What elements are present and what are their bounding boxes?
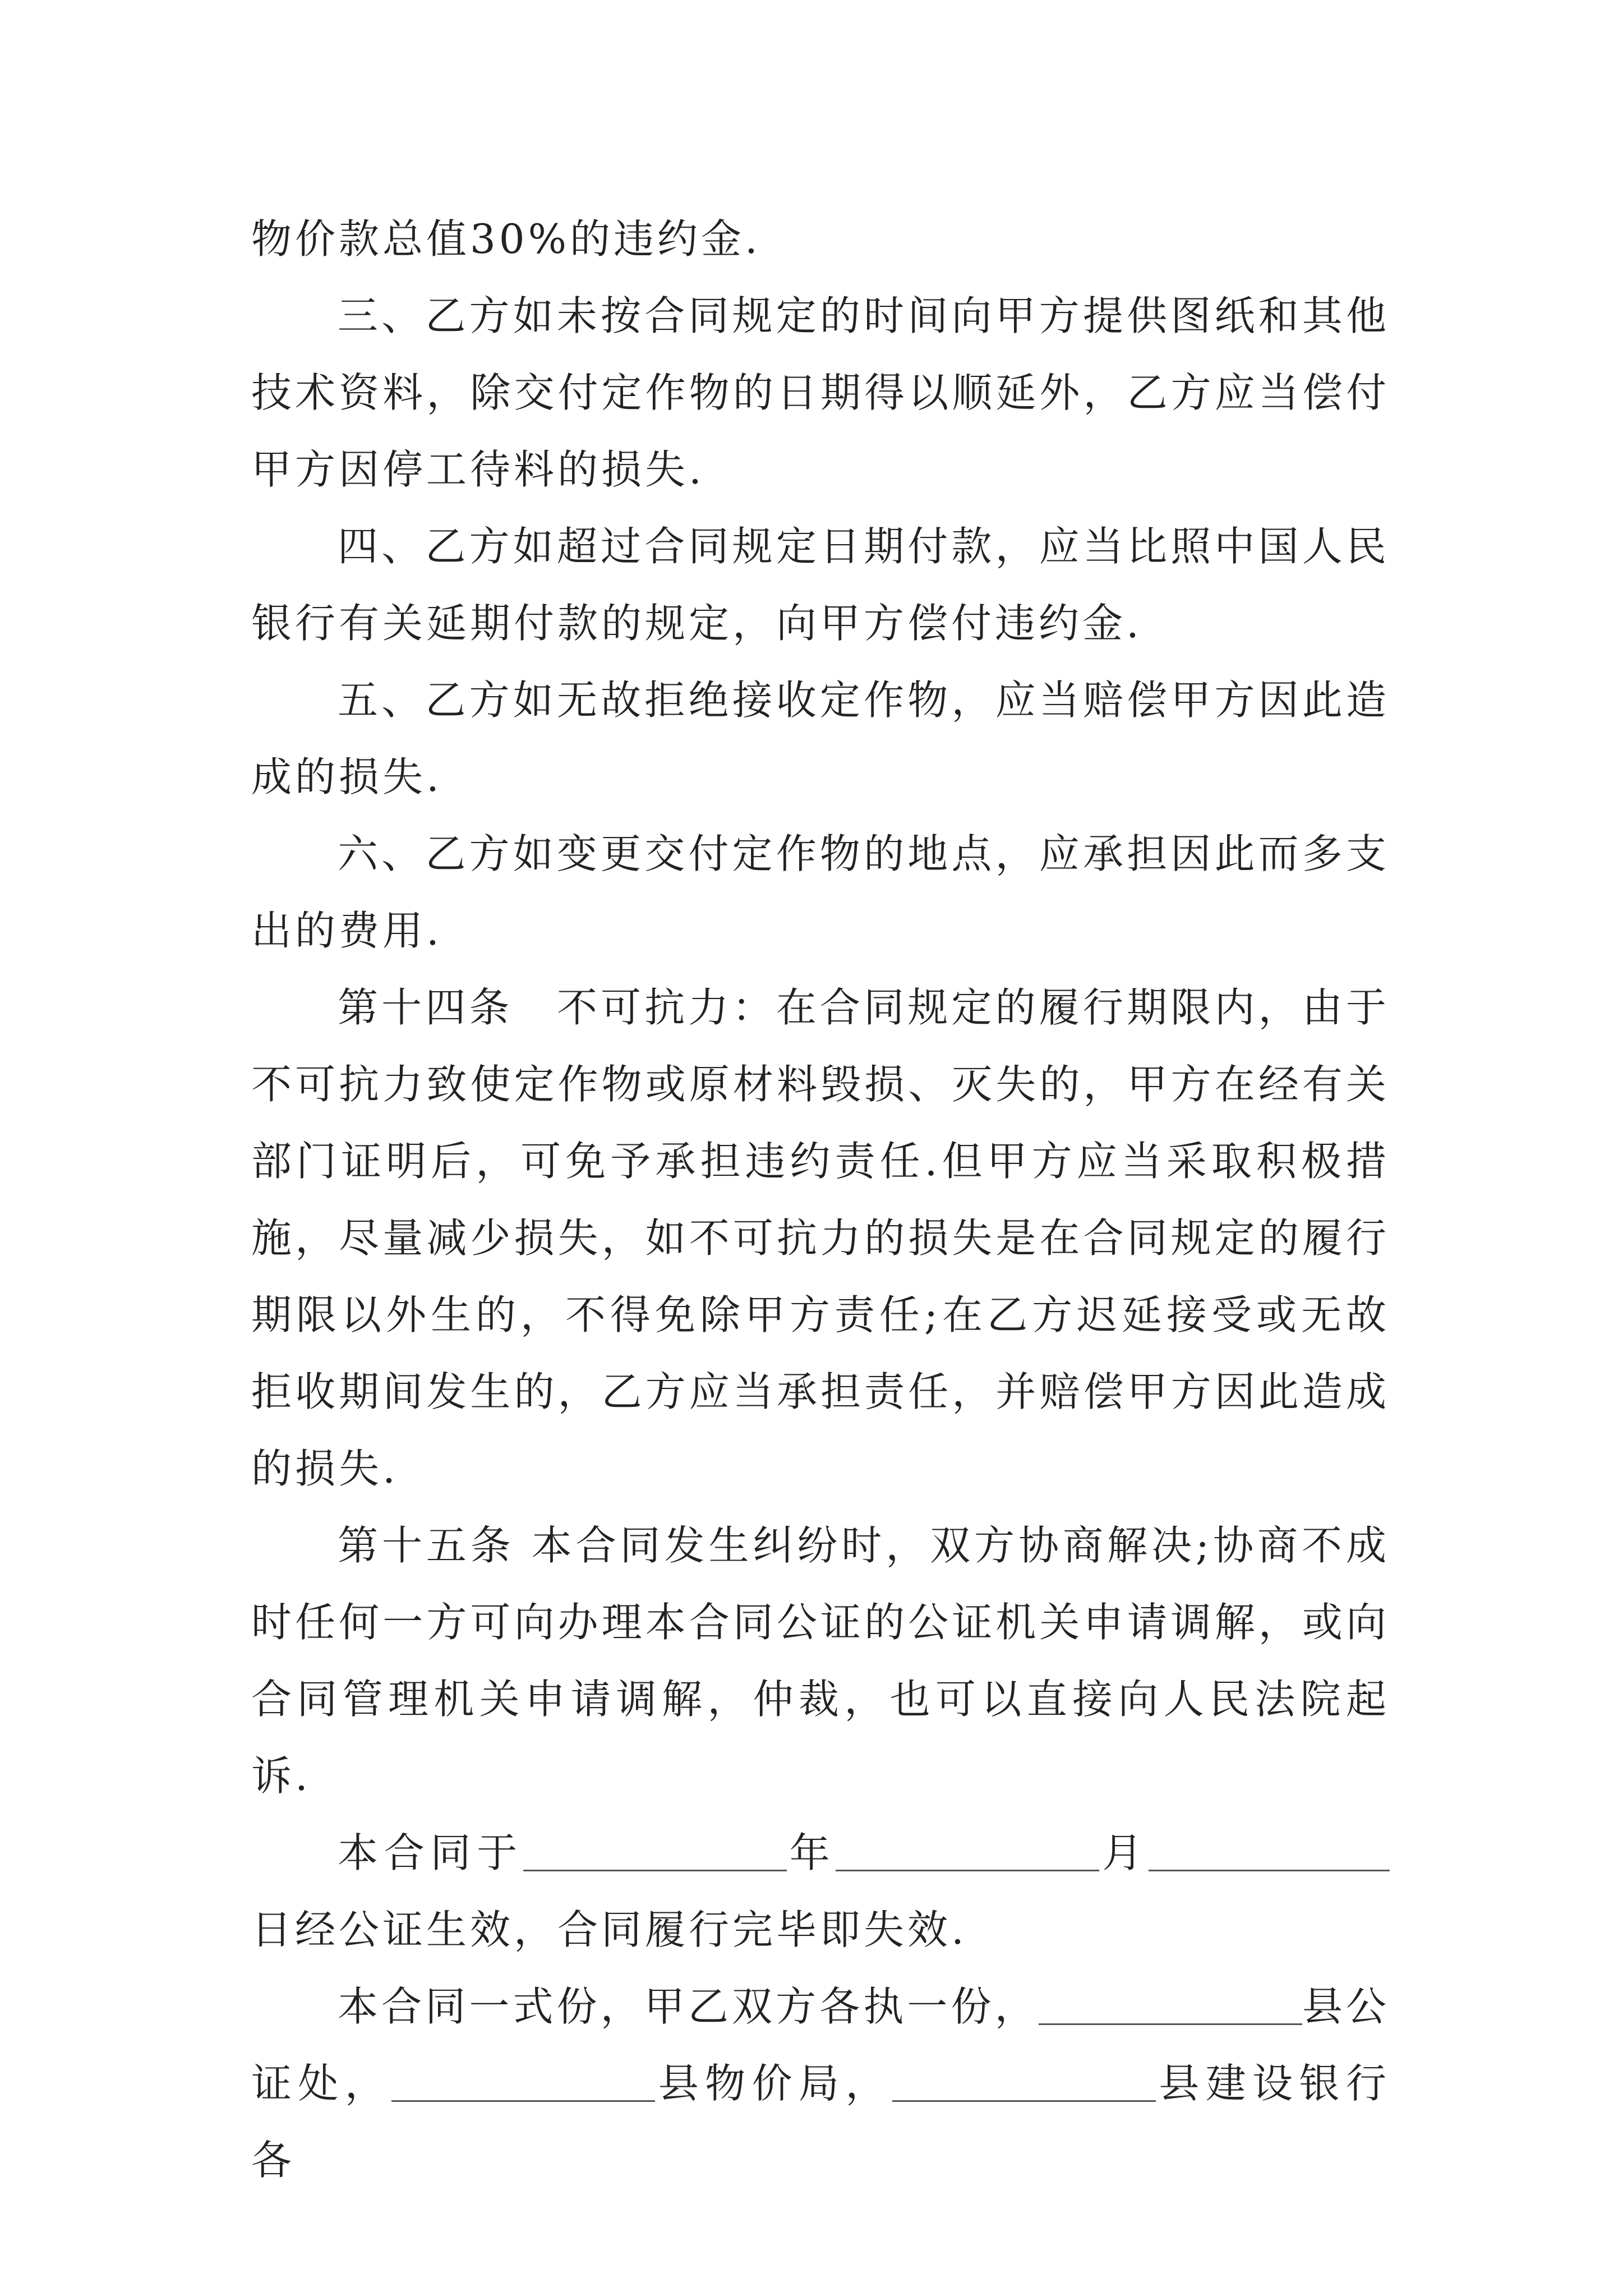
construction-bank-label: 县建设银行各 bbox=[251, 2060, 1390, 2184]
year-blank-line bbox=[523, 1829, 787, 1871]
year-label: 年 bbox=[786, 1829, 836, 1876]
paragraph-effective-date bbox=[251, 1815, 1390, 1968]
paragraph-copies bbox=[251, 1968, 1390, 2199]
paragraph-article-fourteen: 第十四条 不可抗力：在合同规定的履行期限内，由于不可抗力致使定作物或原材料毁损、灭失的，甲方在经有关部门证明后，可免予承担违约责任.但甲方应当采取积极措施，尽量减少损失，如不可抗力的损失是在合同规定的履行期限以外生的，不得免除甲方责任;在乙方迟延接受或无故拒收期间发生的，乙方应当承担责任，并赔偿甲方因此造成的损失. bbox=[251, 984, 1390, 1492]
notary-county-blank-line bbox=[1039, 1983, 1302, 2025]
day-blank-line bbox=[1149, 1829, 1390, 1871]
month-blank-line bbox=[836, 1829, 1099, 1871]
paragraph-penalty-fragment: 物价款总值30%的违约金. bbox=[251, 215, 761, 263]
effective-date-prefix: 本合同于 bbox=[338, 1829, 523, 1876]
price-bureau-county-blank-line bbox=[391, 2060, 655, 2102]
paragraph-clause-three: 三、乙方如未按合同规定的时间向甲方提供图纸和其他技术资料，除交付定作物的日期得以顺延外，乙方应当偿付甲方因停工待料的损失. bbox=[251, 292, 1390, 493]
paragraph-clause-five: 五、乙方如无故拒绝接收定作物，应当赔偿甲方因此造成的损失. bbox=[251, 677, 1390, 800]
paragraph-clause-four: 四、乙方如超过合同规定日期付款，应当比照中国人民银行有关延期付款的规定，向甲方偿付违约金. bbox=[251, 523, 1390, 647]
bank-county-blank-line bbox=[892, 2060, 1156, 2102]
contract-text-body bbox=[251, 201, 1390, 2199]
month-label: 月 bbox=[1099, 1829, 1149, 1876]
effective-date-suffix: 日经公证生效，合同履行完毕即失效. bbox=[251, 1906, 967, 1953]
copies-prefix: 本合同一式份，甲乙双方各执一份， bbox=[338, 1983, 1039, 2030]
paragraph-article-fifteen: 第十五条 本合同发生纠纷时，双方协商解决;协商不成时任何一方可向办理本合同公证的公证机关申请调解，或向合同管理机关申请调解，仲裁，也可以直接向人民法院起诉. bbox=[251, 1522, 1390, 1800]
notary-office-label: 县公证处， bbox=[251, 1983, 1390, 2107]
paragraph-clause-six: 六、乙方如变更交付定作物的地点，应承担因此而多支出的费用. bbox=[251, 830, 1390, 954]
price-bureau-label: 县物价局， bbox=[655, 2060, 892, 2107]
